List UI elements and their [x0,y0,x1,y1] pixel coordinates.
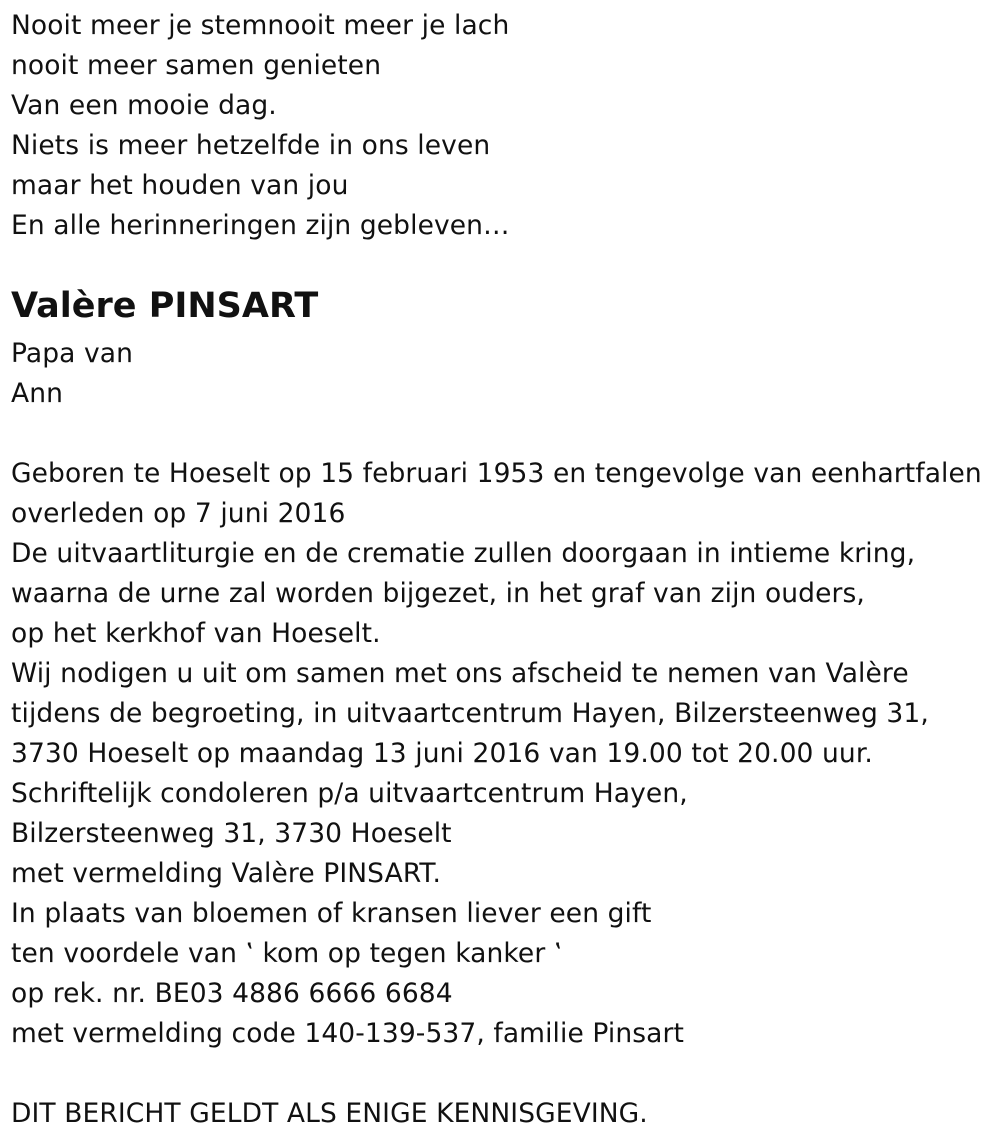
body-line: ten voordele van ‛ kom op tegen kanker ‛ [11,938,563,969]
body-line: De uitvaartliturgie en de crematie zullen doorgaan in intieme kring, [11,538,916,569]
footer-notice [11,1094,648,1134]
poem-line: nooit meer samen genieten [11,50,382,81]
poem-line: Van een mooie dag. [11,90,277,121]
body-line: Wij nodigen u uit om samen met ons afscheid te nemen van Valère [11,658,909,689]
body-line: Bilzersteenweg 31, 3730 Hoeselt [11,818,452,849]
footer-line: DIT BERICHT GELDT ALS ENIGE KENNISGEVING. [11,1098,648,1129]
poem-line: Nooit meer je stemnooit meer je lach [11,10,510,41]
body-line: In plaats van bloemen of kransen liever een gift [11,898,652,929]
body-line: Schriftelijk condoleren p/a uitvaartcentrum Hayen, [11,778,688,809]
poem [11,6,510,246]
body-line: met vermelding code 140-139-537, familie Pinsart [11,1018,684,1049]
relation-line: Ann [11,378,64,409]
body-line: op het kerkhof van Hoeselt. [11,618,381,649]
body-line: waarna de urne zal worden bijgezet, in het graf van zijn ouders, [11,578,865,609]
poem-line: Niets is meer hetzelfde in ons leven [11,130,491,161]
body-line: tijdens de begroeting, in uitvaartcentrum Hayen, Bilzersteenweg 31, [11,698,929,729]
announcement-body [11,454,982,1054]
body-line: met vermelding Valère PINSART. [11,858,442,889]
relation-line: Papa van [11,338,134,369]
relation [11,334,133,414]
body-line: op rek. nr. BE03 4886 6666 6684 [11,978,453,1009]
poem-line: maar het houden van jou [11,170,349,201]
body-line: Geboren te Hoeselt op 15 februari 1953 en tengevolge van eenhartfalen [11,458,982,489]
body-line: overleden op 7 juni 2016 [11,498,346,529]
deceased-name: Valère PINSART [11,286,319,326]
poem-line: En alle herinneringen zijn gebleven… [11,210,510,241]
body-line: 3730 Hoeselt op maandag 13 juni 2016 van 19.00 tot 20.00 uur. [11,738,873,769]
